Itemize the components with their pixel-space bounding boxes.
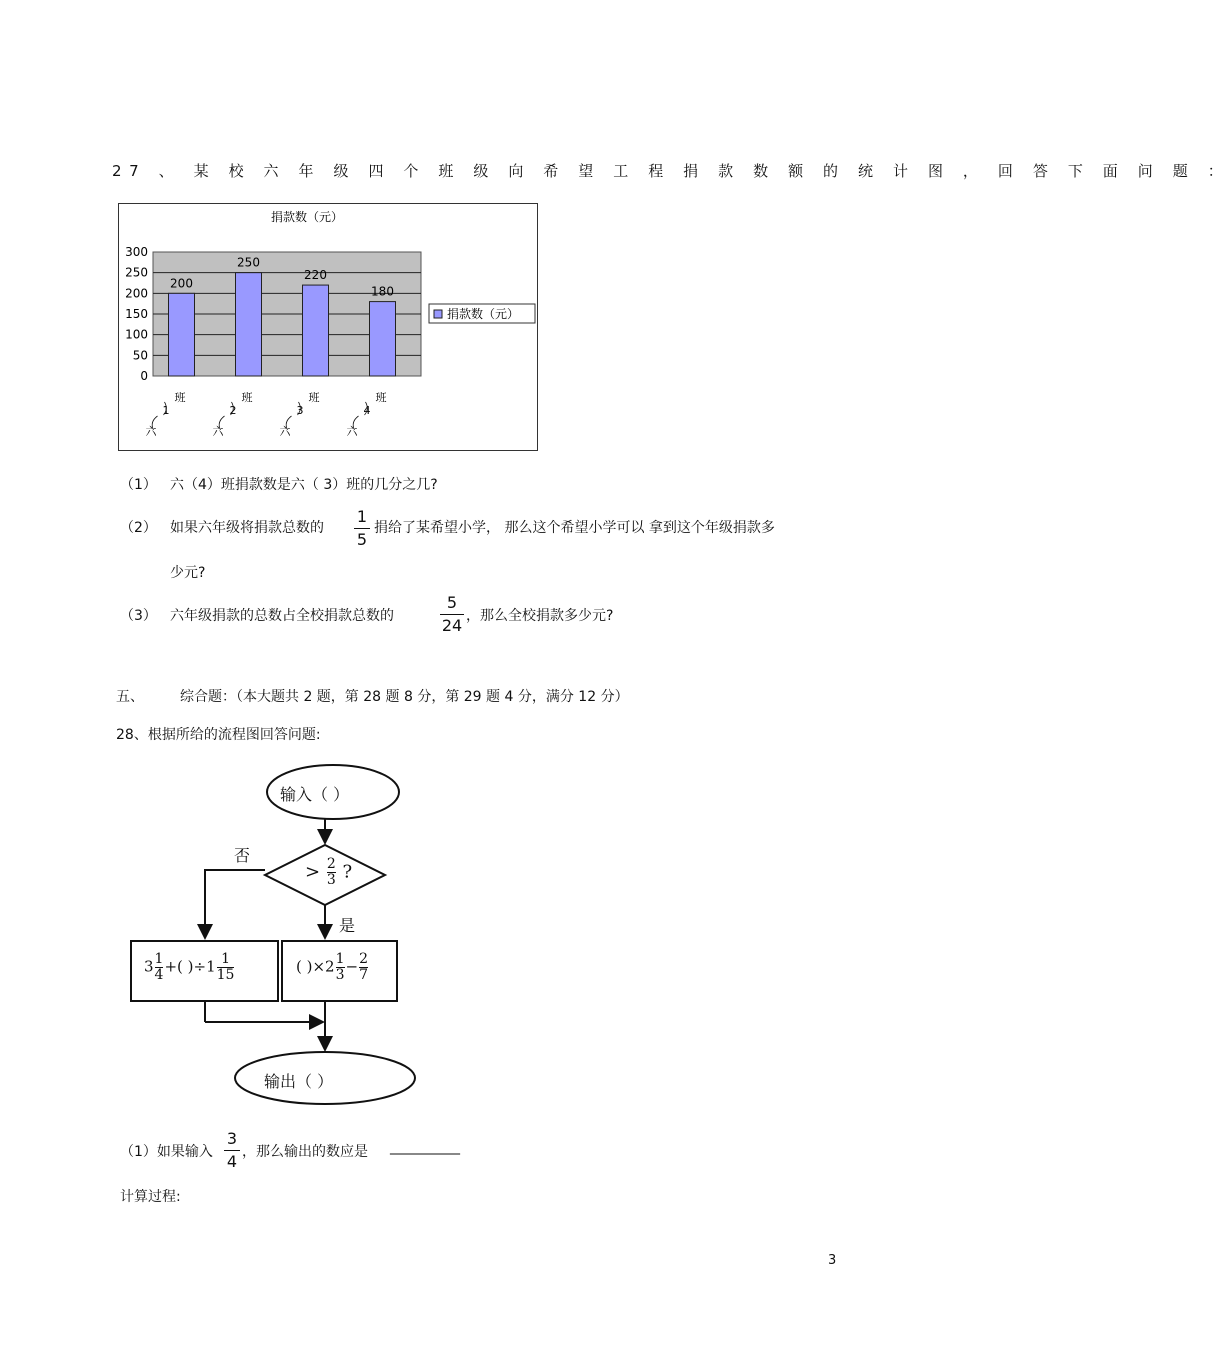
mixed-fraction <box>336 952 345 983</box>
fraction-denominator: 4 <box>226 1152 238 1171</box>
q28-sub1-fraction <box>224 1129 240 1172</box>
x-tick-label-part: 班 <box>241 391 253 404</box>
decision-condition <box>305 857 352 888</box>
bar-value-label: 200 <box>170 276 193 291</box>
mixed-fraction <box>217 952 235 983</box>
no-label: 否 <box>234 846 251 865</box>
x-tick-label-part: 六 <box>279 425 291 438</box>
y-tick-label: 100 <box>125 327 148 342</box>
input-label: 输入（ ） <box>280 785 350 804</box>
fraction-denominator: 24 <box>441 616 463 635</box>
fraction-denominator: 3 <box>335 967 345 983</box>
arrow-no-branch <box>205 870 265 938</box>
question-mark: ? <box>342 861 353 883</box>
section5-label: 五、 <box>116 689 144 705</box>
page-number: 3 <box>828 1253 837 1268</box>
fraction-bar <box>440 614 464 615</box>
q27-sub2-number: （2） <box>120 520 157 536</box>
bar-chart <box>119 204 537 450</box>
fraction-denominator: 4 <box>154 967 164 983</box>
whole-number: 3 <box>144 957 154 976</box>
fraction-bar <box>354 528 370 529</box>
x-tick-label-part: 班 <box>375 391 387 404</box>
x-tick-label-part: 班 <box>308 391 320 404</box>
fraction <box>359 952 368 983</box>
fraction-numerator: 5 <box>446 593 458 612</box>
y-tick-label: 200 <box>125 286 148 301</box>
fraction-numerator: 1 <box>221 951 230 967</box>
q27-sub1-number: （1） <box>120 477 157 493</box>
fraction-numerator: 3 <box>226 1129 238 1148</box>
condition-fraction <box>327 857 336 888</box>
fraction-denominator: 7 <box>359 967 369 983</box>
minus-sign: − <box>345 957 359 976</box>
x-tick-label-part: 班 <box>174 391 186 404</box>
q28-title: 28、根据所给的流程图回答问题: <box>116 727 321 743</box>
q27-sub3-number: （3） <box>120 608 157 624</box>
y-tick-label: 0 <box>140 369 148 383</box>
x-tick-label-part: 六 <box>212 425 224 438</box>
x-tick-label-part: 六 <box>346 425 358 438</box>
bar <box>370 302 396 376</box>
section5-text: 综合题：（本大题共 2 题，第 28 题 8 分，第 29 题 4 分，满分 12 分） <box>180 689 629 705</box>
q27-sub2-text-c: 少元? <box>170 565 206 581</box>
chart-title: 捐款数（元） <box>270 210 344 224</box>
legend-swatch <box>434 310 442 318</box>
calculation-label: 计算过程: <box>120 1189 181 1205</box>
left-process-expression <box>144 952 235 983</box>
fraction-numerator: 1 <box>154 951 164 967</box>
q27-sub1-text: 六（4）班捐款数是六（ 3）班的几分之几? <box>170 477 438 493</box>
q28-sub1-text-a: （1）如果输入 <box>120 1144 213 1160</box>
fraction-denominator: 5 <box>356 530 368 549</box>
x-tick-label-part: 4 <box>363 404 371 417</box>
y-tick-label: 150 <box>125 307 148 321</box>
x-tick-label-part: 六 <box>145 425 157 438</box>
yes-label: 是 <box>339 916 356 935</box>
bar <box>236 273 262 376</box>
q27-sub2-text-b: 捐给了某希望小学， 那么这个希望小学可以 拿到这个年级捐款多 <box>374 520 775 536</box>
fraction-numerator: 1 <box>335 951 345 967</box>
bar <box>303 285 329 376</box>
y-tick-label: 250 <box>125 265 148 280</box>
answer-blank: __________ <box>390 1139 460 1155</box>
bar-value-label: 220 <box>304 268 327 283</box>
bar-value-label: 250 <box>237 255 260 270</box>
mixed-fraction <box>155 952 164 983</box>
chart-frame <box>118 203 538 451</box>
bar <box>169 293 195 376</box>
output-label: 输出（ ） <box>264 1072 334 1091</box>
bar-value-label: 180 <box>371 284 394 299</box>
greater-than-symbol: > <box>305 861 321 883</box>
legend-label: 捐款数（元） <box>447 307 520 321</box>
fraction-denominator: 3 <box>326 872 336 888</box>
q27-sub3-fraction <box>440 593 464 636</box>
fraction-numerator: 1 <box>356 507 368 526</box>
q27-sub3-text-b: ，那么全校捐款多少元? <box>466 608 614 624</box>
q27-sub2-text-a: 如果六年级将捐款总数的 <box>170 520 324 536</box>
fraction-numerator: 2 <box>326 856 336 872</box>
flowchart <box>120 760 430 1110</box>
fraction-denominator: 15 <box>216 967 235 983</box>
x-tick-label-part: 2 <box>229 404 237 417</box>
q27-title: 27 、 某 校 六 年 级 四 个 班 级 向 希 望 工 程 捐 款 数 额 的 统 计 图 ， 回 答 下 面 问 题 ： <box>112 162 1230 180</box>
q27-sub3-text-a: 六年级捐款的总数占全校捐款总数的 <box>170 608 394 624</box>
x-tick-label-part: 1 <box>162 404 170 417</box>
x-tick-label-part: 3 <box>296 404 304 417</box>
right-process-expression <box>296 952 369 983</box>
y-tick-label: 50 <box>132 348 148 363</box>
y-tick-label: 300 <box>125 245 148 259</box>
expression-lead: ( )×2 <box>296 957 335 976</box>
q28-sub1-text-b: ，那么输出的数应是 <box>242 1144 368 1160</box>
fraction-bar <box>224 1150 240 1151</box>
q27-sub2-fraction <box>354 507 370 550</box>
expression-middle: +( )÷1 <box>164 957 216 976</box>
fraction-numerator: 2 <box>359 951 369 967</box>
